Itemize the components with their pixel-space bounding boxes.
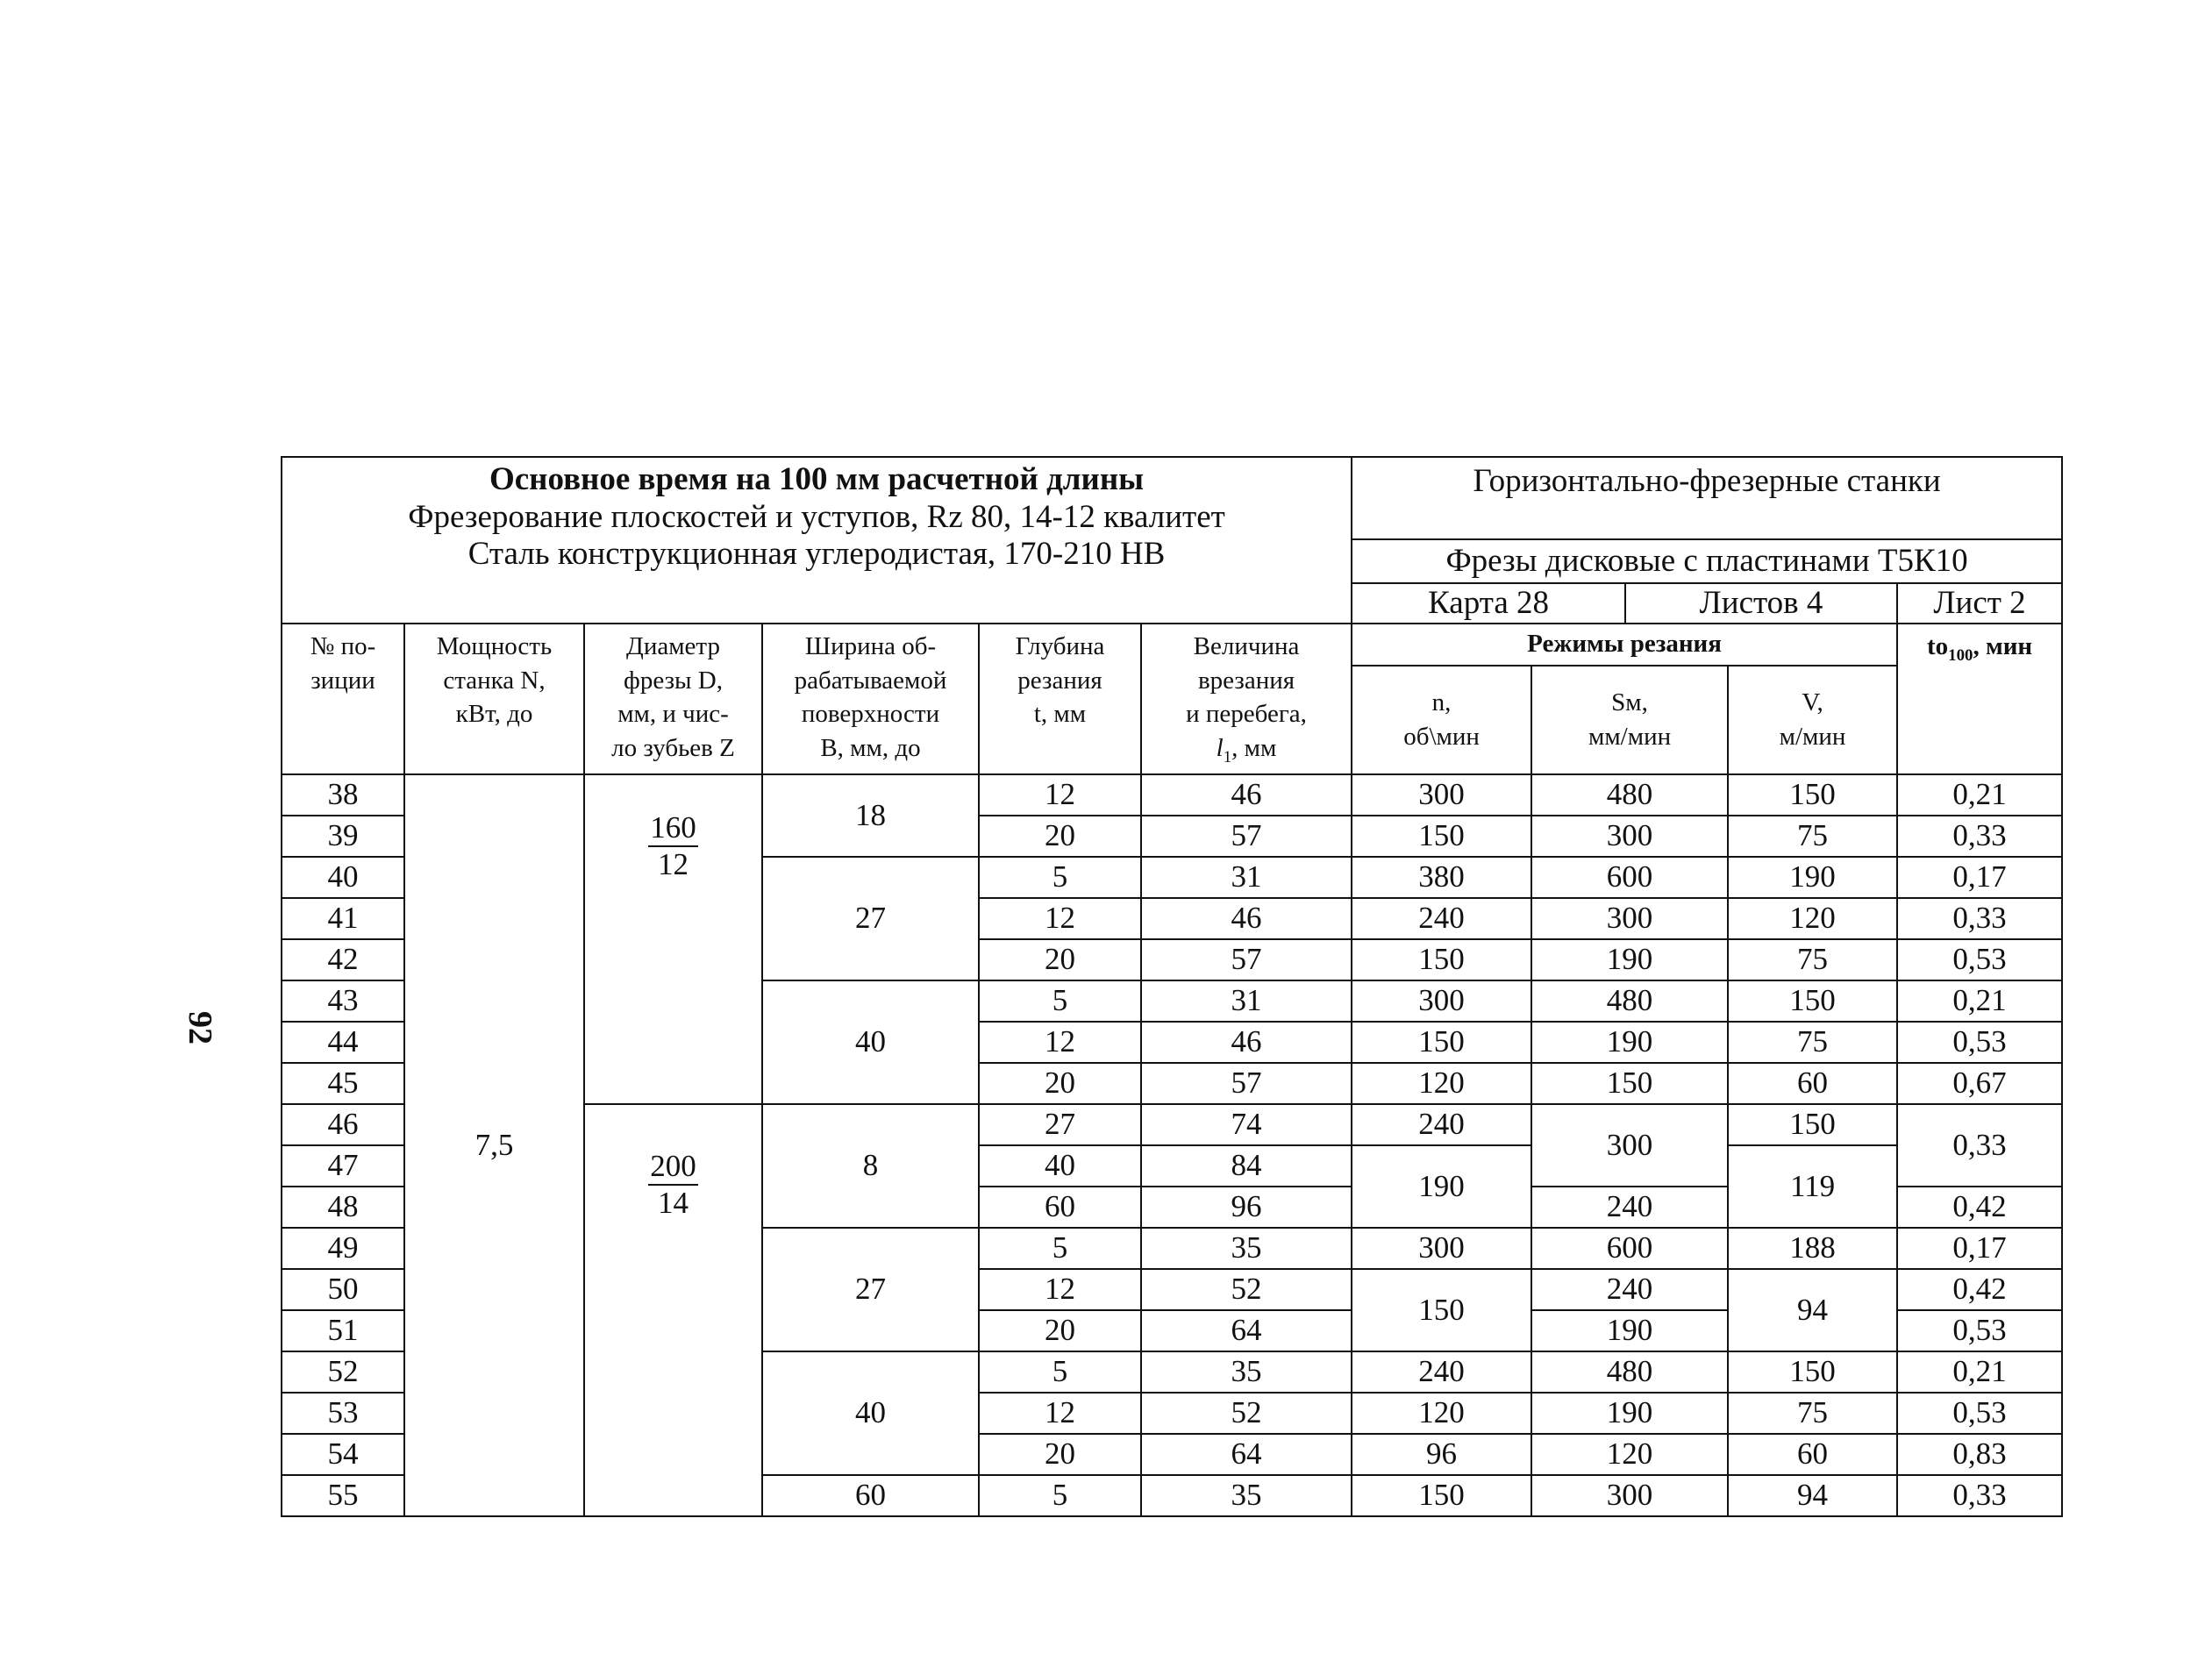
cell-overrun: 35 — [1141, 1228, 1352, 1269]
cell-v: 150 — [1728, 774, 1897, 816]
cell-overrun: 74 — [1141, 1104, 1352, 1145]
cell-v: 60 — [1728, 1434, 1897, 1475]
col-header-v: V, м/мин — [1728, 666, 1897, 774]
cell-pos: 55 — [282, 1475, 404, 1516]
cell-depth: 5 — [979, 1351, 1141, 1393]
cell-v: 150 — [1728, 1351, 1897, 1393]
cell-overrun: 35 — [1141, 1475, 1352, 1516]
cell-pos: 42 — [282, 939, 404, 980]
cell-s: 300 — [1531, 1475, 1728, 1516]
cell-pos: 43 — [282, 980, 404, 1022]
cell-depth: 12 — [979, 774, 1141, 816]
cell-to: 0,53 — [1897, 1310, 2062, 1351]
title-material: Сталь конструкционная углеродистая, 170-210 НВ — [467, 536, 1166, 573]
cell-to: 0,53 — [1897, 1393, 2062, 1434]
col-header-diameter: Диаметр фрезы D, мм, и чис- ло зубьев Z — [584, 624, 762, 774]
cell-s: 300 — [1531, 898, 1728, 939]
cell-to: 0,53 — [1897, 1022, 2062, 1063]
cell-overrun: 52 — [1141, 1269, 1352, 1310]
cell-n: 300 — [1352, 980, 1531, 1022]
cell-to: 0,53 — [1897, 939, 2062, 980]
cell-width: 27 — [762, 857, 979, 980]
cell-to: 0,21 — [1897, 774, 2062, 816]
title-operation: Фрезерование плоскостей и уступов, Rz 80, 14-12 квалитет — [408, 498, 1225, 535]
cutting-modes-table — [281, 456, 2063, 1517]
cell-depth: 12 — [979, 898, 1141, 939]
cell-s: 190 — [1531, 1022, 1728, 1063]
cell-s: 480 — [1531, 980, 1728, 1022]
cell-n: 300 — [1352, 774, 1531, 816]
cell-depth: 20 — [979, 1063, 1141, 1104]
col-header-position: № по- зиции — [282, 624, 404, 774]
cell-diameter-160: $\frac{160}{12}$ — [584, 774, 762, 1104]
cell-n: 240 — [1352, 1351, 1531, 1393]
cell-v: 94 — [1728, 1269, 1897, 1351]
cell-v: 190 — [1728, 857, 1897, 898]
cell-pos: 41 — [282, 898, 404, 939]
cell-pos: 53 — [282, 1393, 404, 1434]
cell-depth: 12 — [979, 1269, 1141, 1310]
cell-n: 120 — [1352, 1063, 1531, 1104]
cell-to: 0,21 — [1897, 1351, 2062, 1393]
col-header-depth: Глубина резания t, мм — [979, 624, 1141, 774]
cell-s: 300 — [1531, 816, 1728, 857]
cell-overrun: 46 — [1141, 1022, 1352, 1063]
cell-diameter-200: $\frac{200}{14}$ — [584, 1104, 762, 1516]
cell-overrun: 57 — [1141, 1063, 1352, 1104]
cell-s: 300 — [1531, 1104, 1728, 1187]
cell-depth: 5 — [979, 980, 1141, 1022]
cell-depth: 27 — [979, 1104, 1141, 1145]
cell-pos: 52 — [282, 1351, 404, 1393]
cell-v: 75 — [1728, 1022, 1897, 1063]
cell-width: 40 — [762, 980, 979, 1104]
cell-depth: 12 — [979, 1022, 1141, 1063]
cell-n: 150 — [1352, 1022, 1531, 1063]
cell-to: 0,42 — [1897, 1269, 2062, 1310]
cell-s: 480 — [1531, 774, 1728, 816]
cell-to: 0,42 — [1897, 1187, 2062, 1228]
cell-pos: 46 — [282, 1104, 404, 1145]
cell-to: 0,33 — [1897, 816, 2062, 857]
cell-pos: 44 — [282, 1022, 404, 1063]
cell-to: 0,33 — [1897, 1104, 2062, 1187]
cell-pos: 54 — [282, 1434, 404, 1475]
cell-overrun: 57 — [1141, 816, 1352, 857]
cell-n: 150 — [1352, 816, 1531, 857]
sheets-count: Листов 4 — [1625, 583, 1897, 624]
cell-depth: 5 — [979, 1228, 1141, 1269]
cell-pos: 49 — [282, 1228, 404, 1269]
col-header-power: Мощность станка N, кВт, до — [404, 624, 584, 774]
cell-overrun: 64 — [1141, 1434, 1352, 1475]
cell-s: 120 — [1531, 1434, 1728, 1475]
cutter-type: Фрезы дисковые с пластинами Т5К10 — [1352, 539, 2062, 583]
cell-overrun: 96 — [1141, 1187, 1352, 1228]
card-number: Карта 28 — [1352, 583, 1625, 624]
cell-v: 60 — [1728, 1063, 1897, 1104]
table-title — [282, 457, 1352, 624]
cell-s: 190 — [1531, 939, 1728, 980]
cell-width: 8 — [762, 1104, 979, 1228]
machine-type: Горизонтально-фрезерные станки — [1352, 457, 2062, 539]
col-header-overrun: Величина врезания и перебега, $l_1$, мм — [1141, 624, 1352, 774]
cell-s: 190 — [1531, 1393, 1728, 1434]
sheet-number: Лист 2 — [1897, 583, 2062, 624]
cell-s: 480 — [1531, 1351, 1728, 1393]
cell-overrun: 57 — [1141, 939, 1352, 980]
cell-to: 0,33 — [1897, 898, 2062, 939]
cell-depth: 40 — [979, 1145, 1141, 1187]
cell-pos: 50 — [282, 1269, 404, 1310]
cell-n: 240 — [1352, 1104, 1531, 1145]
cell-s: 240 — [1531, 1269, 1728, 1310]
cell-v: 120 — [1728, 898, 1897, 939]
col-header-main-time: $to_{100}$, мин — [1897, 624, 2062, 774]
cell-v: 188 — [1728, 1228, 1897, 1269]
cell-depth: 20 — [979, 939, 1141, 980]
cell-overrun: 46 — [1141, 774, 1352, 816]
cell-overrun: 52 — [1141, 1393, 1352, 1434]
cell-width: 60 — [762, 1475, 979, 1516]
cell-n: 190 — [1352, 1145, 1531, 1228]
page-number: 92 — [182, 1011, 218, 1044]
cell-n: 150 — [1352, 1475, 1531, 1516]
cell-v: 150 — [1728, 1104, 1897, 1145]
cell-n: 120 — [1352, 1393, 1531, 1434]
cell-depth: 60 — [979, 1187, 1141, 1228]
cell-pos: 45 — [282, 1063, 404, 1104]
title-main: Основное время на 100 мм расчетной длины — [489, 461, 1145, 497]
cell-n: 240 — [1352, 898, 1531, 939]
col-header-width: Ширина об- рабатываемой поверхности В, мм, до — [762, 624, 979, 774]
cell-depth: 20 — [979, 816, 1141, 857]
cell-pos: 47 — [282, 1145, 404, 1187]
cell-depth: 20 — [979, 1434, 1141, 1475]
cell-n: 96 — [1352, 1434, 1531, 1475]
cell-pos: 51 — [282, 1310, 404, 1351]
cell-to: 0,33 — [1897, 1475, 2062, 1516]
cell-pos: 48 — [282, 1187, 404, 1228]
table-row — [282, 774, 2062, 816]
cell-n: 150 — [1352, 1269, 1531, 1351]
cell-pos: 38 — [282, 774, 404, 816]
cell-pos: 40 — [282, 857, 404, 898]
cell-overrun: 31 — [1141, 980, 1352, 1022]
cell-to: 0,67 — [1897, 1063, 2062, 1104]
cell-n: 150 — [1352, 939, 1531, 980]
cell-depth: 5 — [979, 857, 1141, 898]
cell-width: 18 — [762, 774, 979, 857]
cell-s: 600 — [1531, 857, 1728, 898]
cell-overrun: 31 — [1141, 857, 1352, 898]
cell-to: 0,17 — [1897, 857, 2062, 898]
cell-to: 0,21 — [1897, 980, 2062, 1022]
cell-n: 380 — [1352, 857, 1531, 898]
cell-overrun: 46 — [1141, 898, 1352, 939]
cell-n: 300 — [1352, 1228, 1531, 1269]
cell-width: 27 — [762, 1228, 979, 1351]
cell-v: 119 — [1728, 1145, 1897, 1228]
cell-overrun: 35 — [1141, 1351, 1352, 1393]
cell-v: 75 — [1728, 816, 1897, 857]
cell-s: 600 — [1531, 1228, 1728, 1269]
cell-width: 40 — [762, 1351, 979, 1475]
cell-to: 0,17 — [1897, 1228, 2062, 1269]
cell-power: 7,5 — [404, 774, 584, 1516]
col-header-cutting-modes: Режимы резания — [1352, 624, 1897, 666]
cell-v: 150 — [1728, 980, 1897, 1022]
cell-s: 150 — [1531, 1063, 1728, 1104]
cell-depth: 20 — [979, 1310, 1141, 1351]
cell-depth: 12 — [979, 1393, 1141, 1434]
cell-to: 0,83 — [1897, 1434, 2062, 1475]
cell-v: 75 — [1728, 939, 1897, 980]
cell-v: 94 — [1728, 1475, 1897, 1516]
cell-pos: 39 — [282, 816, 404, 857]
cell-v: 75 — [1728, 1393, 1897, 1434]
cell-overrun: 64 — [1141, 1310, 1352, 1351]
cell-overrun: 84 — [1141, 1145, 1352, 1187]
col-header-n: n, об\мин — [1352, 666, 1531, 774]
cell-depth: 5 — [979, 1475, 1141, 1516]
cell-s: 240 — [1531, 1187, 1728, 1228]
cell-s: 190 — [1531, 1310, 1728, 1351]
col-header-s: Sм, мм/мин — [1531, 666, 1728, 774]
